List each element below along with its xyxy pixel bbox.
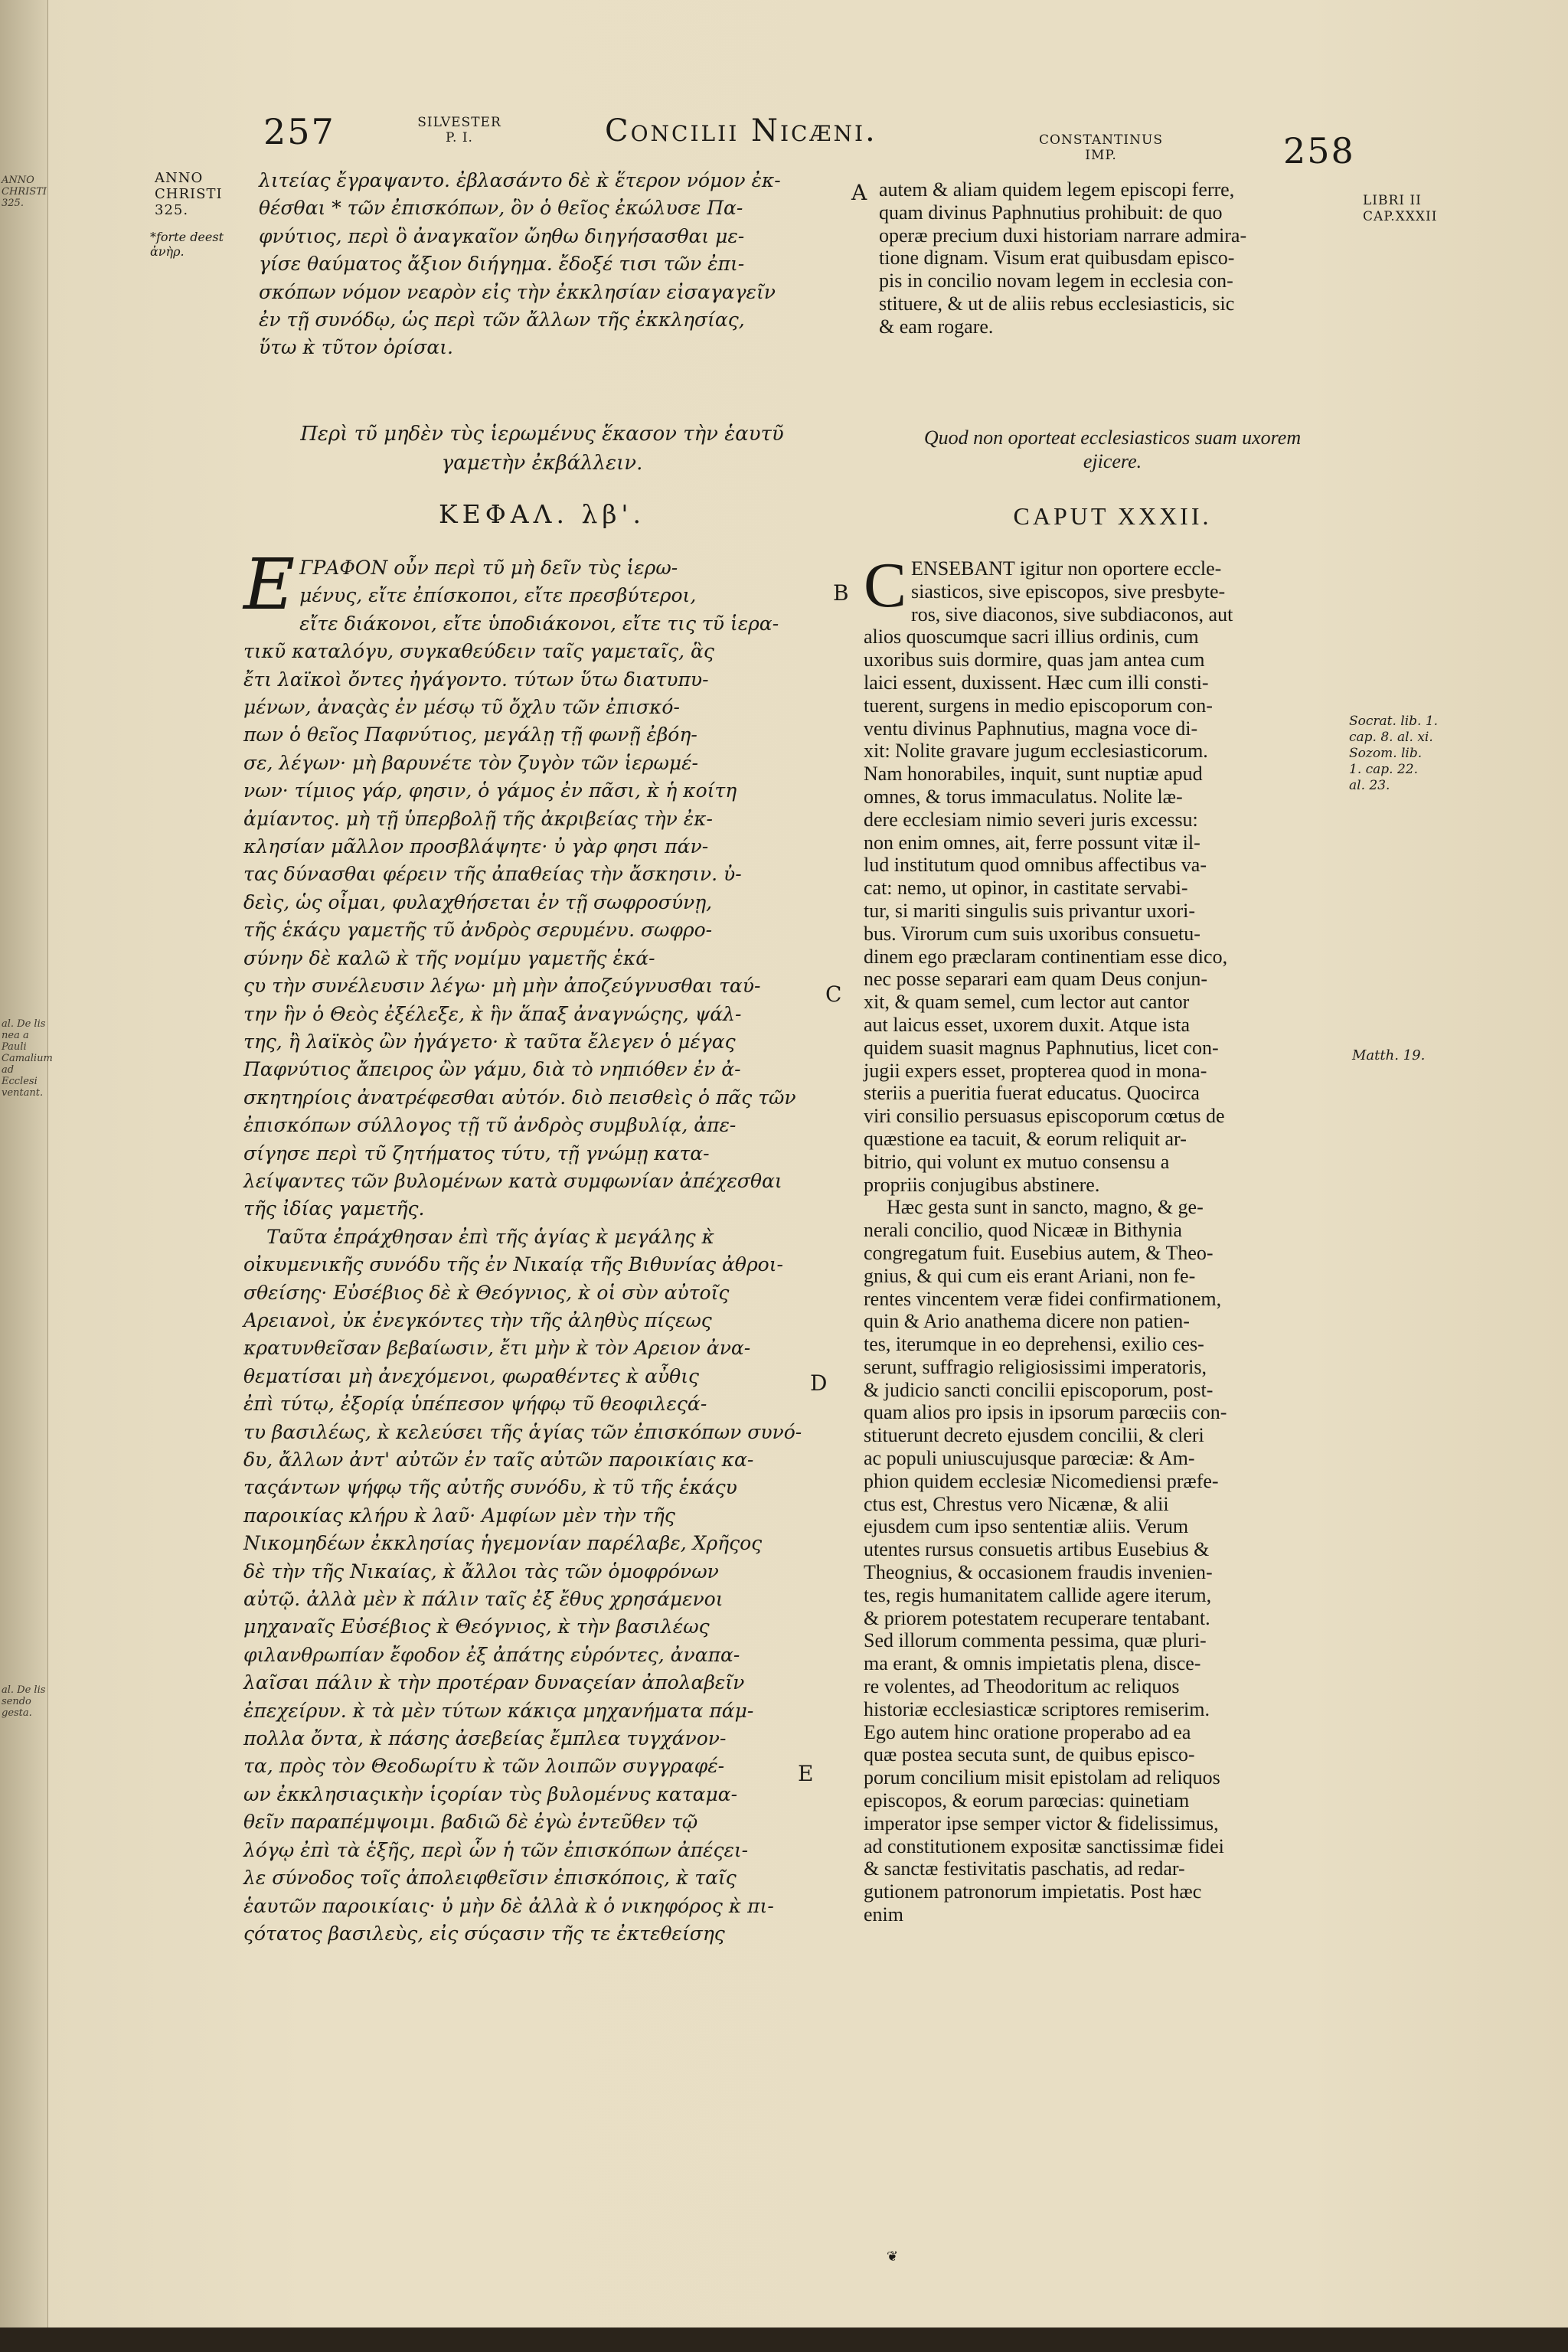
section-letter-c: C — [825, 982, 842, 1007]
section-letter-e: E — [798, 1761, 814, 1786]
margin-socrates-ref: Socrat. lib. 1. cap. 8. al. xi. Sozom. lib. 1. cap. 22. al. 23. — [1349, 714, 1439, 793]
page-ornament: ❦ — [887, 2249, 899, 2265]
latin-chapter-heading: Quod non oporteat ecclesiasticos suam uxorem ejicere. — [923, 426, 1302, 472]
latin-dropcap: C — [864, 550, 907, 621]
greek-intro-text: λιτείας ἔγραψαντο. ἐβλασάντο δὲ κ̀ ἕτερον νόμον ἐκ- θέσθαι * τῶν ἐπισκόπων, ὃν ὁ θεῖος ἐκώλυσε Πα- φνύτιος, περὶ ὃ ἀναγκαῖον ὤηθω διηγήσασθαι με- γίσε θαύματος ἄξιον διήγημα. ἔδοξέ τισι τῶν ἐπι- σκόπων νόμον νεαρὸν εἰς τὴν ἐκκλησίαν εἰσαγαγεῖν ἐν τῇ συνόδῳ, ὡς περὶ τῶν ἄλλων τῆς ἐκκλησίας, ὕτω κ̀ τῦτον ὀρίσαι. — [259, 169, 781, 359]
page-title: Concilii Nicæni. — [605, 113, 877, 149]
greek-body — [243, 544, 828, 1948]
greek-body-text-2: Ταῦτα ἐπράχθησαν ἐπὶ τῆς ἁγίας κ̀ μεγάλης κ̀ οἰκυμενικῆς συνόδυ τῆς ἐν Νικαίᾳ τῆς Βιθυνίας ἀθροι- σθείσης· Εὐσέβιος δὲ κ̀ Θεόγνιος, κ̀ οἱ σὺν αὐτοῖς Αρειανοὶ, ὐκ ἐνεγκόντες τὴν τῆς ἀληθὺς πίςεως κρατυνθεῖσαν βεβαίωσιν, ἔτι μὴν κ̀ τὸν Αρειον ἀνα- θεματίσαι μὴ ἀνεχόμενοι, φωραθέντες κ̀ αὖθις ἐπὶ τύτῳ, ἐξορίᾳ ὑπέπεσον ψήφῳ τῦ θεοφιλεςά- τυ βασιλέως, κ̀ κελεύσει τῆς ἁγίας τῶν ἐπισκόπων συνό- δυ, ἄλλων ἀντ' αὐτῶν ἐν ταῖς αὐτῶν παροικίαις κα- ταςάντων ψήφῳ τῆς αὐτῆς συνόδυ, κ̀ τῦ τῆς ἑκάςυ παροικίας κλήρυ κ̀ λαῦ· Αμφίων μὲν τὴν τῆς Νικομηδέων ἐκκλησίας ἡγεμονίαν παρέλαβε, Χρῆςος δὲ τὴν τῆς Νικαίας, κ̀ ἄλλοι τὰς τῶν ὁμοφρόνων αὐτῷ. ἀλλὰ μὲν κ̀ πάλιν ταῖς ἐξ ἔθυς χρησάμενοι μηχαναῖς Εὐσέβιος κ̀ Θεόγνιος, κ̀ τὴν βασιλέως φιλανθρωπίαν ἔφοδον ἐξ ἀπάτης εὑρόντες, ἀναπα- λαῖσαι πάλιν κ̀ τὴν προτέραν δυναςείαν ἀπολαβεῖν ἐπεχείρυν. κ̀ τὰ μὲν τύτων κάκιςα μηχανήματα πάμ- πολλα ὄντα, κ̀ πάσης ἀσεβείας ἔμπλεα τυγχάνον- τα, πρὸς τὸν Θεοδωρίτυ κ̀ τῶν λοιπῶν συγγραφέ- ων ἐκκλησιαςικὴν ἱςορίαν τὺς βυλομένυς καταμα- θεῖν παραπέμψοιμι. βαδιῶ δὲ ἐγὼ ἐντεῦθεν τῷ λόγῳ ἐπὶ τὰ ἑξῆς, περὶ ὧν ἡ τῶν ἐπισκόπων ἀπέςει- λε σύνοδος τοῖς ἀπολειφθεῖσιν ἐπισκόποις, κ̀ ταῖς ἑαυτῶν παροικίαις· ὐ μὴν δὲ ἀλλὰ κ̀ ὁ νικηφόρος κ̀ πι- ςότατος βασιλεὺς, εἰς σύςασιν τῆς τε ἐκτεθείσης — [243, 1225, 802, 1945]
greek-chapter-heading: Περὶ τῦ μηδὲν τὺς ἱερωμένυς ἕκασον τὴν ἑαυτῦ γαμετὴν ἐκβάλλειν. — [300, 423, 784, 475]
section-letter-a: A — [851, 180, 867, 205]
margin-forte-note: *forte deest ἀνὴρ. — [150, 230, 224, 259]
margin-book-ref: LIBRI II CAP.XXXII — [1363, 193, 1438, 224]
running-head-left: SILVESTER P. I. — [417, 115, 501, 145]
latin-intro-text: autem & aliam quidem legem episcopi ferre, quam divinus Paphnutius prohibuit: de quo operæ precium duxi historiam narrare admira- tione dignam. Visum erat quibusdam episco- pis in concilio novam legem in ecclesia con- stituere, & ut de aliis rebus ecclesiasticis, sic & eam rogare. — [879, 178, 1247, 338]
latin-body — [864, 550, 1348, 1926]
page-number-right: 258 — [1283, 130, 1355, 172]
running-head-right: CONSTANTINUS IMP. — [1039, 132, 1163, 163]
margin-matthew-ref: Matth. 19. — [1352, 1047, 1426, 1063]
margin-year: ANNO CHRISTI 325. — [155, 170, 223, 218]
greek-intro — [259, 167, 825, 362]
facing-page-gutter — [0, 0, 53, 2328]
latin-chapter-number: CAPUT XXXII. — [1013, 502, 1212, 530]
section-letter-d: D — [810, 1370, 828, 1396]
greek-body-text: ΓΡΑΦΟΝ οὖν περὶ τῦ μὴ δεῖν τὺς ἱερω- μένυς, εἴτε ἐπίσκοποι, εἴτε πρεσβύτεροι, εἴτε διάκονοι, εἴτε ὑποδιάκονοι, εἴτε τις τῦ ἱερα- τικῦ καταλόγυ, συγκαθεύδειν ταῖς γαμεταῖς, ἃς ἔτι λαϊκοὶ ὄντες ἠγάγοντο. τύτων ὕτω διατυπυ- μένων, ἀναςὰς ἐν μέσῳ τῦ ὄχλυ τῶν ἐπισκό- πων ὁ θεῖος Παφνύτιος, μεγάλῃ τῇ φωνῇ ἐβόη- σε, λέγων· μὴ βαρυνέτε τὸν ζυγὸν τῶν ἱερωμέ- νων· τίμιος γάρ, φησιν, ὁ γάμος ἐν πᾶσι, κ̀ ἡ κοίτη ἀμίαντος. μὴ τῇ ὑπερβολῇ τῆς ἀκριβείας τὴν ἐκ- κλησίαν μᾶλλον προσβλάψητε· ὐ γὰρ φησι πάν- τας δύνασθαι φέρειν τῆς ἀπαθείας τὴν ἄσκησιν. ὐ- δεὶς, ὡς οἶμαι, φυλαχθήσεται ἐν τῇ σωφροσύνῃ, τῆς ἑκάςυ γαμετῆς τῦ ἀνδρὸς σερυμένυ. σωφρο- σύνην δὲ καλῶ κ̀ τῆς νομίμυ γαμετῆς ἑκά- ςυ τὴν συνέλευσιν λέγω· μὴ μὴν ἀποζεύγνυσθαι ταύ- την ἣν ὁ Θεὸς ἐξέλεξε, κ̀ ἣν ἅπαξ ἀναγνώςης, ψάλ- της, ἢ λαϊκὸς ὢν ἠγάγετο· κ̀ ταῦτα ἔλεγεν ὁ μέγας Παφνύτιος ἄπειρος ὢν γάμυ, διὰ τὸ νηπιόθεν ἐν ἀ- σκητηρίοις ἀνατρέφεσθαι αὐτόν. διὸ πεισθεὶς ὁ πᾶς τῶν ἐπισκόπων σύλλογος τῇ τῦ ἀνδρὸς συμβυλίᾳ, ἀπε- σίγησε περὶ τῦ ζητήματος τύτυ, τῇ γνώμῃ κατα- λείψαντες τῶν βυλομένων κατὰ συμφωνίαν ἀπέχεσθαι τῆς ἰδίας γαμετῆς. — [243, 557, 796, 1220]
section-letter-b: B — [833, 580, 849, 606]
latin-body-text-2: Hæc gesta sunt in sancto, magno, & ge- nerali concilio, quod Nicææ in Bithynia congregatum fuit. Eusebius autem, & Theo- gnius, & qui cum eis erant Ariani, non fe- rentes vincentem veræ fidei confirmationem, quin & Ario anathema dicere non patien- tes, iterumque in eo deprehensi, exilio ces- serunt, suffragio religiosissimi imperatoris, & judicio sancti concilii episcoporum, post- quam alios pro ipsis in ipsorum parœciis con- stituerunt decreto ejusdem concilii, & cleri ac populi uniuscujusque parœciæ: & Am- phion quidem ecclesiæ Nicomediensi præfe- ctus est, Chrestus vero Nicænæ, & alii ejusdem cum ipso sententiæ aliis. Verum utentes rursus consuetis artibus Eusebius & Theognius, & occasionem fraudis invenien- tes, regis humanitatem callide agere iterum, & priorem potestatem recuperare tentabant. Sed illorum commenta pessima, quæ pluri- ma erant, & omnis impietatis plena, disce- re volentes, ad Theodoritum ac reliquos historiæ ecclesiasticæ scriptores remiserim. Ego autem hinc oratione properabo ad ea quæ postea secuta sunt, de quibus episco- porum concilium misit epistolam ad reliquos episcopos, & eorum parœcias: quinetiam imperator ipse semper victor & fidelissimus, ad constitutionem expositæ sanctissimæ fidei & sanctæ festivitatis paschatis, ad redar- gutionem patronorum impietatis. Post hæc enim — [864, 1196, 1227, 1926]
gutter-note-1: al. De lis nea a Pauli Camalium ad Ecclesi ventant. — [2, 1018, 53, 1099]
greek-dropcap: Ε — [243, 544, 296, 626]
gutter-year-note: ANNO CHRISTI 325. — [2, 175, 47, 209]
greek-chapter-number: ΚΕΦΑΛ. λβ'. — [439, 499, 645, 529]
latin-body-text: ENSEBANT igitur non oportere eccle- siasticos, sive episcopos, sive presbyte- ros, sive diaconos, sive subdiaconos, aut alios quoscumque sacri illius ordinis, cum uxoribus suis dormire, quas jam antea cum laici essent, duxissent. Hæc cum illi consti- tuerent, surgens in medio episcoporum con- ventu divinus Paphnutius, magna voce di- xit: Nolite gravare jugum ecclesiasticorum. Nam honorabiles, inquit, sunt nuptiæ apud omnes, & torus immaculatus. Nolite læ- dere ecclesiam nimio severi juris excessu: non enim omnes, ait, ferre possunt vitæ il- lud institutum quod omnibus affectibus va- cat: nemo, ut opinor, in castitate servabi- tur, si mariti singulis suis privantur uxori- bus. Virorum cum suis uxoribus consuetu- dinem ego præclaram continentiam esse dico, nec posse separari eam quam Deus conjun- xit, & quam semel, cum lector aut cantor aut laicus esset, uxorem duxit. Atque ista quidem suasit magnus Paphnutius, licet con- jugii expers esset, propterea quod in mona- steriis a pueritia fuerat educatus. Quocirca viri consilio persuasus episcoporum cœtus de quæstione ea tacuit, & eorum reliquit ar- bitrio, qui volunt ex mutuo consensu a propriis conjugibus abstinere. — [864, 557, 1233, 1196]
scan-bottom-edge — [0, 2328, 1568, 2352]
latin-intro — [879, 178, 1361, 338]
gutter-note-2: al. De lis sendo gesta. — [2, 1684, 46, 1719]
page-number-left: 257 — [263, 111, 335, 152]
